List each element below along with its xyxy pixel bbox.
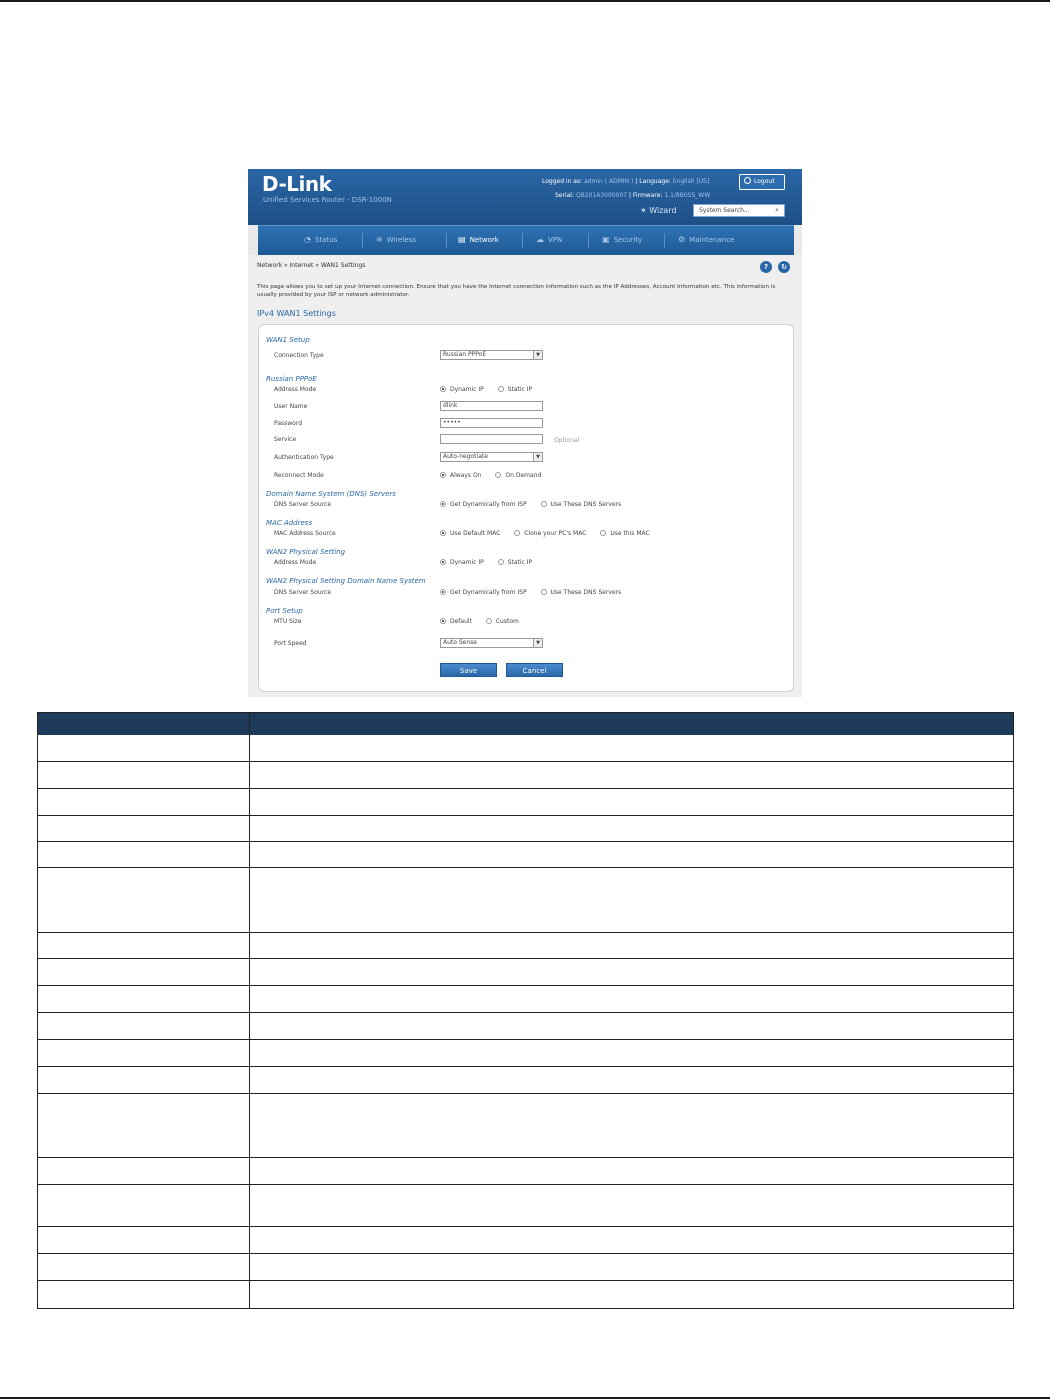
table-row <box>38 816 1013 842</box>
table-row <box>38 1094 1013 1158</box>
user-name-input[interactable]: dlink <box>440 401 543 411</box>
address-mode-static[interactable]: Static IP <box>498 386 532 393</box>
dns-these[interactable]: Use These DNS Servers <box>541 501 622 508</box>
table-row <box>38 762 1013 789</box>
power-icon <box>744 177 751 184</box>
nav-maintenance[interactable]: ⚙ Maintenance <box>678 235 735 244</box>
cloud-icon: ☁ <box>536 235 544 244</box>
password-input[interactable]: ••••• <box>440 418 543 428</box>
table-row <box>38 1013 1013 1040</box>
table-row <box>38 735 1013 762</box>
auth-type-select[interactable]: Auto-negotiate ▼ <box>440 452 543 462</box>
table-row <box>38 1067 1013 1094</box>
gears-icon: ⚙ <box>678 235 686 244</box>
table-row <box>38 986 1013 1013</box>
bottom-rule <box>0 1397 1050 1399</box>
group-dns: Domain Name System (DNS) Servers <box>266 490 396 498</box>
logout-button[interactable]: Logout <box>739 174 785 190</box>
language-selector[interactable]: English [US] <box>672 178 710 185</box>
mtu-radios <box>440 618 531 625</box>
mtu-label: MTU Size <box>274 618 302 625</box>
search-icon[interactable]: ⌕ <box>775 206 779 214</box>
port-speed-label: Port Speed <box>274 640 307 647</box>
group-wan2-dns: WAN2 Physical Setting Domain Name System <box>266 577 426 585</box>
page-description: This page allows you to set up your Internet connection. Ensure that you have the Internet connection information such as the IP Addresses, Account Information etc. This information is usually provided by your ISP or network administrator. <box>257 284 776 298</box>
top-rule <box>0 0 1050 2</box>
gauge-icon: ◔ <box>304 235 311 244</box>
table-row <box>38 1281 1013 1308</box>
nav-status[interactable]: ◔ Status <box>304 235 338 244</box>
main-nav <box>258 225 794 255</box>
chevron-down-icon: ▼ <box>533 351 542 359</box>
wan2-dynamic-ip[interactable]: Dynamic IP <box>440 559 484 566</box>
nav-security[interactable]: ▣ Security <box>602 235 643 244</box>
router-screenshot <box>248 169 802 697</box>
table-row <box>38 1185 1013 1227</box>
description-table <box>37 712 1014 1309</box>
wan2-dns-these[interactable]: Use These DNS Servers <box>541 589 622 596</box>
lock-icon: ▣ <box>602 235 610 244</box>
nav-vpn[interactable]: ☁ VPN <box>536 235 563 244</box>
service-optional-hint: Optional <box>554 437 580 444</box>
product-subtitle: Unified Services Router - DSR-1000N <box>263 196 392 204</box>
network-icon: ▤ <box>458 235 466 244</box>
mac-default[interactable]: Use Default MAC <box>440 530 500 537</box>
reconnect-always-on[interactable]: Always On <box>440 472 481 479</box>
table-row <box>38 1158 1013 1185</box>
wand-icon: ✶ <box>640 206 647 215</box>
wan2-dns-source-label: DNS Server Source <box>274 589 332 596</box>
mac-source-radios <box>440 530 662 537</box>
mac-source-label: MAC Address Source <box>274 530 336 537</box>
wan2-address-mode-label: Address Mode <box>274 559 317 566</box>
wifi-icon: ≋ <box>376 235 383 244</box>
address-mode-label: Address Mode <box>274 386 317 393</box>
address-mode-dynamic[interactable]: Dynamic IP <box>440 386 484 393</box>
user-name-label: User Name <box>274 403 308 410</box>
wan2-dns-source-radios <box>440 589 633 596</box>
mtu-default[interactable]: Default <box>440 618 472 625</box>
connection-type-select[interactable]: Russian PPPoE ▼ <box>440 350 543 360</box>
help-icon[interactable]: ? <box>760 261 772 273</box>
mac-clone[interactable]: Clone your PC's MAC <box>514 530 586 537</box>
dns-dynamic[interactable]: Get Dynamically from ISP <box>440 501 527 508</box>
group-mac: MAC Address <box>266 519 313 527</box>
cancel-button[interactable]: Cancel <box>506 663 563 677</box>
table-row <box>38 1040 1013 1067</box>
service-input[interactable] <box>440 434 543 444</box>
dns-source-radios <box>440 501 633 508</box>
logged-in-info: Logged in as: admin ( ADMIN ) | Language: English [US] <box>542 178 710 185</box>
table-row <box>38 1227 1013 1254</box>
port-speed-select[interactable]: Auto Sense ▼ <box>440 638 543 648</box>
group-wan2-physical: WAN2 Physical Setting <box>266 548 346 556</box>
table-row <box>38 959 1013 986</box>
table-row <box>38 933 1013 959</box>
reconnect-mode-label: Reconnect Mode <box>274 472 324 479</box>
wan2-address-mode-radios <box>440 559 544 566</box>
table-row <box>38 1254 1013 1281</box>
service-label: Service <box>274 436 297 443</box>
group-wan1-setup: WAN1 Setup <box>266 336 310 344</box>
chevron-down-icon: ▼ <box>533 453 542 461</box>
system-search-input[interactable]: System Search... ⌕ <box>693 204 785 217</box>
header-bar <box>248 169 802 225</box>
table-row <box>38 842 1013 868</box>
group-russian-pppoe: Russian PPPoE <box>266 375 317 383</box>
content-area <box>248 255 802 697</box>
mtu-custom[interactable]: Custom <box>486 618 519 625</box>
breadcrumb: Network » Internet » WAN1 Settings <box>257 262 366 269</box>
nav-network[interactable]: ▤ Network <box>458 235 499 244</box>
reconnect-mode-radios <box>440 472 553 479</box>
wan2-dns-dynamic[interactable]: Get Dynamically from ISP <box>440 589 527 596</box>
table-row <box>38 789 1013 816</box>
chevron-down-icon: ▼ <box>533 639 542 647</box>
logged-in-user: admin ( ADMIN ) <box>584 178 634 185</box>
wan-settings-panel <box>258 324 794 692</box>
auth-type-label: Authentication Type <box>274 454 334 461</box>
refresh-icon[interactable]: ↻ <box>778 261 790 273</box>
reconnect-on-demand[interactable]: On Demand <box>495 472 541 479</box>
dlink-logo: D-Link <box>262 172 332 196</box>
connection-type-label: Connection Type <box>274 352 324 359</box>
nav-wireless[interactable]: ≋ Wireless <box>376 235 416 244</box>
group-port-setup: Port Setup <box>266 607 303 615</box>
serial-info: Serial: QB201A3000007 | Firmware: 1.1/8B0SS_WW <box>555 192 711 199</box>
table-header <box>38 713 1013 735</box>
mac-this[interactable]: Use this MAC <box>600 530 649 537</box>
wizard-link[interactable]: ✶ Wizard <box>640 206 677 215</box>
dns-source-label: DNS Server Source <box>274 501 332 508</box>
wan2-static-ip[interactable]: Static IP <box>498 559 532 566</box>
table-row <box>38 868 1013 933</box>
address-mode-radios <box>440 386 544 393</box>
password-label: Password <box>274 420 303 427</box>
save-button[interactable]: Save <box>440 663 497 677</box>
section-title: IPv4 WAN1 Settings <box>257 309 336 318</box>
